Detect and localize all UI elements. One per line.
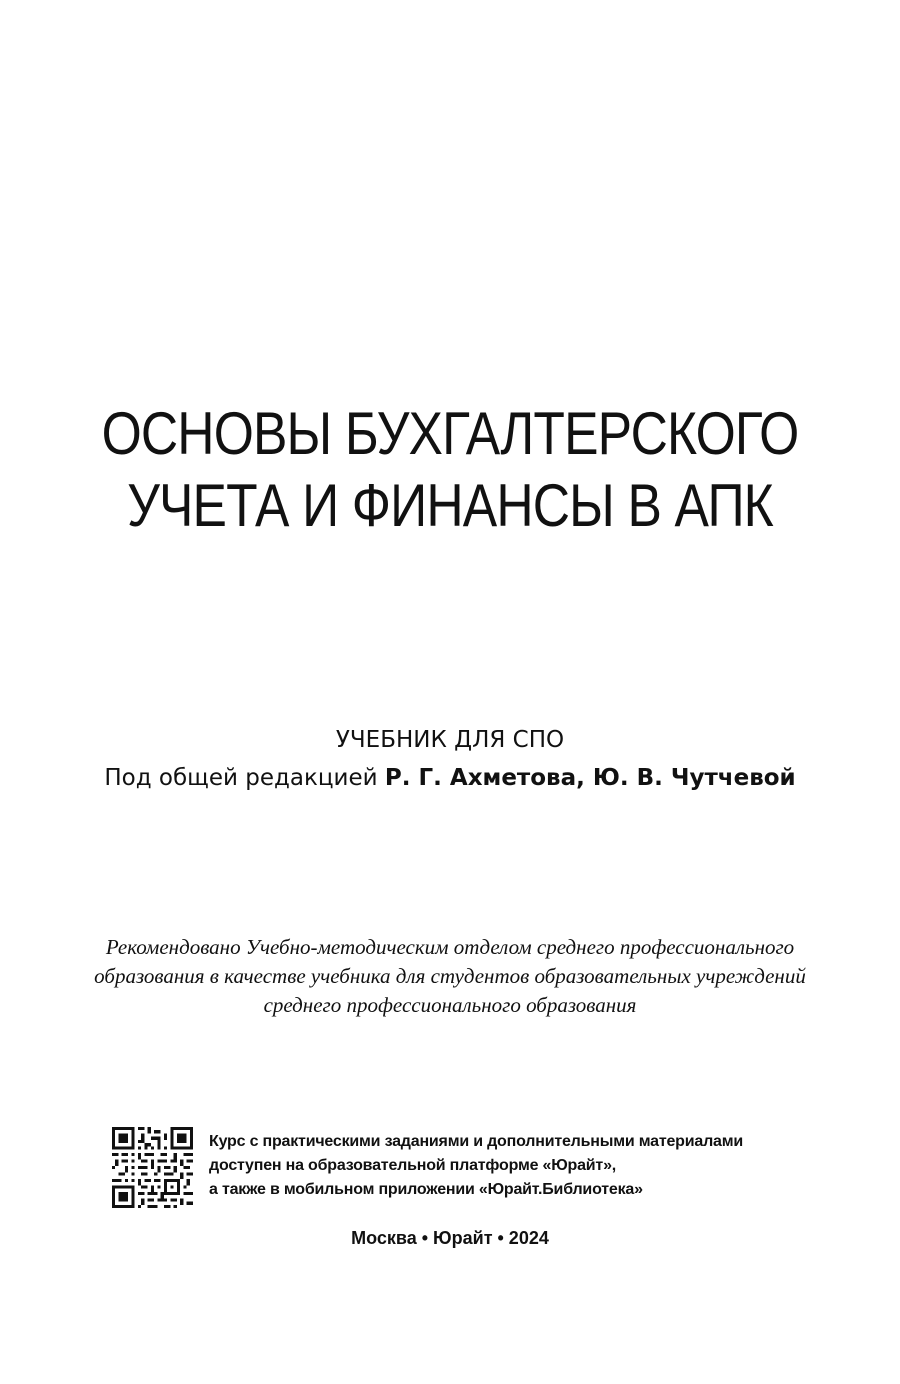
- editors-names: Р. Г. Ахметова, Ю. В. Чутчевой: [384, 765, 796, 791]
- course-info-line-3: а также в мобильном приложении «Юрайт.Библиотека»: [209, 1181, 643, 1198]
- course-info-line-2: доступен на образовательной платформе «Юрайт»,: [209, 1157, 617, 1174]
- book-title-line-1: ОСНОВЫ БУХГАЛТЕРСКОГО: [101, 400, 799, 467]
- qr-code-icon[interactable]: [112, 1127, 193, 1208]
- book-title: [63, 398, 837, 542]
- course-info-line-1: Курс с практическими заданиями и дополнительными материалами: [209, 1133, 744, 1150]
- recommendation-line-3: среднего профессионального образования: [263, 993, 637, 1017]
- recommendation-line-1: Рекомендовано Учебно-методическим отделом среднего профессионального: [105, 935, 795, 959]
- editors-prefix: Под общей редакцией: [104, 765, 385, 791]
- course-info: [209, 1130, 743, 1202]
- book-title-line-2: УЧЕТА И ФИНАНСЫ В АПК: [127, 472, 773, 539]
- editors-line: [0, 765, 900, 791]
- publisher-imprint: Москва • Юрайт • 2024: [351, 1228, 549, 1248]
- recommendation-line-2: образования в качестве учебника для студентов образовательных учреждений: [94, 964, 806, 988]
- book-type: УЧЕБНИК ДЛЯ СПО: [335, 727, 565, 753]
- recommendation-text: [0, 933, 900, 1020]
